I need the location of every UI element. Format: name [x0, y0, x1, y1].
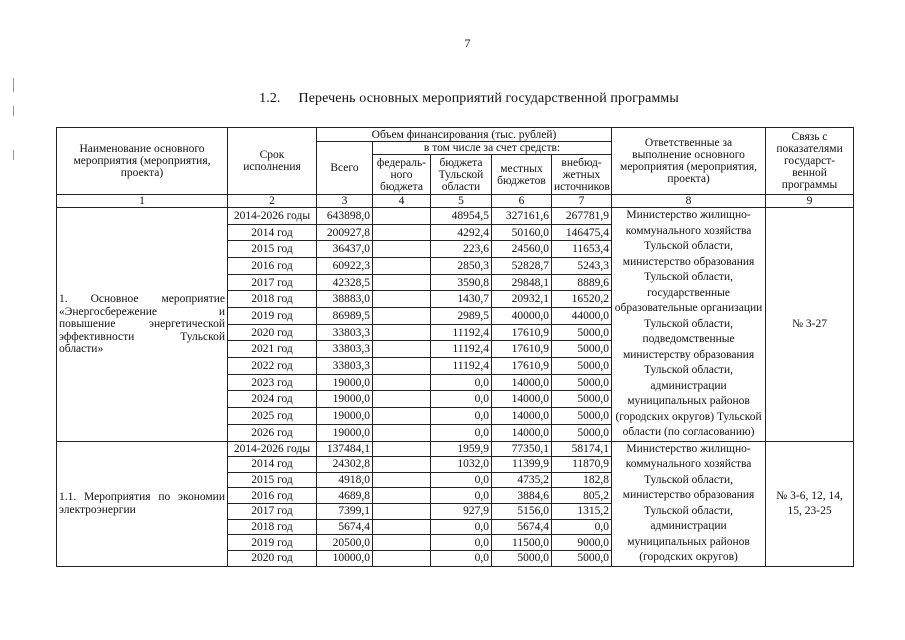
extrabudget-cell: 58174,1 — [552, 441, 612, 457]
term-cell: 2018 год — [228, 291, 317, 308]
total-cell: 24302,8 — [317, 457, 373, 473]
regional-cell: 4292,4 — [431, 224, 492, 241]
federal-cell — [373, 408, 431, 425]
local-cell: 5000,0 — [492, 550, 552, 566]
federal-cell — [373, 504, 431, 520]
regional-cell: 1959,9 — [431, 441, 492, 457]
activity-name: 1.1. Мероприятия по экономии электроэнергии — [57, 441, 228, 566]
regional-cell: 927,9 — [431, 504, 492, 520]
local-cell: 14000,0 — [492, 374, 552, 391]
extrabudget-cell: 5000,0 — [552, 550, 612, 566]
regional-cell: 223,6 — [431, 241, 492, 258]
regional-cell: 0,0 — [431, 374, 492, 391]
local-cell: 5156,0 — [492, 504, 552, 520]
regional-cell: 2850,3 — [431, 258, 492, 275]
margin-mark — [13, 78, 14, 92]
table-row — [57, 208, 854, 225]
local-cell: 17610,9 — [492, 341, 552, 358]
local-cell: 52828,7 — [492, 258, 552, 275]
federal-cell — [373, 274, 431, 291]
total-cell: 4689,8 — [317, 488, 373, 504]
federal-cell — [373, 308, 431, 325]
federal-cell — [373, 488, 431, 504]
regional-cell: 0,0 — [431, 391, 492, 408]
federal-cell — [373, 391, 431, 408]
regional-cell: 0,0 — [431, 550, 492, 566]
regional-cell: 0,0 — [431, 424, 492, 441]
section-number: 1.2. — [259, 91, 281, 106]
regional-cell: 11192,4 — [431, 358, 492, 375]
column-number: 5 — [431, 195, 492, 208]
local-cell: 14000,0 — [492, 408, 552, 425]
term-cell: 2014-2026 годы — [228, 208, 317, 225]
header-local: местных бюджетов — [492, 155, 552, 195]
term-cell: 2016 год — [228, 258, 317, 275]
local-cell: 40000,0 — [492, 308, 552, 325]
term-cell: 2020 год — [228, 324, 317, 341]
column-number: 2 — [228, 195, 317, 208]
margin-mark — [13, 106, 14, 116]
term-cell: 2021 год — [228, 341, 317, 358]
regional-cell: 0,0 — [431, 519, 492, 535]
column-number: 1 — [57, 195, 228, 208]
header-total: Всего — [317, 142, 373, 195]
regional-cell: 3590,8 — [431, 274, 492, 291]
regional-cell: 0,0 — [431, 472, 492, 488]
federal-cell — [373, 341, 431, 358]
term-cell: 2014 год — [228, 224, 317, 241]
header-term: Срок исполнения — [228, 128, 317, 195]
term-cell: 2015 год — [228, 241, 317, 258]
local-cell: 14000,0 — [492, 424, 552, 441]
term-cell: 2017 год — [228, 274, 317, 291]
header-funding: Объем финансирования (тыс. рублей) — [317, 128, 612, 142]
federal-cell — [373, 535, 431, 551]
federal-cell — [373, 424, 431, 441]
federal-cell — [373, 358, 431, 375]
table-row — [57, 441, 854, 457]
local-cell: 17610,9 — [492, 358, 552, 375]
regional-cell: 2989,5 — [431, 308, 492, 325]
federal-cell — [373, 208, 431, 225]
extrabudget-cell: 5000,0 — [552, 324, 612, 341]
header-name: Наименование основного мероприятия (мероприятия, проекта) — [57, 128, 228, 195]
regional-cell: 48954,5 — [431, 208, 492, 225]
local-cell: 4735,2 — [492, 472, 552, 488]
federal-cell — [373, 241, 431, 258]
extrabudget-cell: 5000,0 — [552, 358, 612, 375]
total-cell: 60922,3 — [317, 258, 373, 275]
federal-cell — [373, 519, 431, 535]
column-number: 8 — [612, 195, 766, 208]
regional-cell: 0,0 — [431, 408, 492, 425]
activity-name: 1. Основное мероприятие «Энергосбережение и повышение энергетической эффективности Тульской области» — [57, 208, 228, 442]
local-cell: 11500,0 — [492, 535, 552, 551]
extrabudget-cell: 16520,2 — [552, 291, 612, 308]
local-cell: 29848,1 — [492, 274, 552, 291]
extrabudget-cell: 11870,9 — [552, 457, 612, 473]
local-cell: 17610,9 — [492, 324, 552, 341]
header-regional: бюджета Тульской области — [431, 155, 492, 195]
extrabudget-cell: 267781,9 — [552, 208, 612, 225]
column-number: 9 — [766, 195, 854, 208]
total-cell: 19000,0 — [317, 408, 373, 425]
header-federal: федераль-ного бюджета — [373, 155, 431, 195]
total-cell: 5674,4 — [317, 519, 373, 535]
section-title: Перечень основных мероприятий государственной программы — [298, 91, 679, 106]
total-cell: 33803,3 — [317, 324, 373, 341]
extrabudget-cell: 5000,0 — [552, 374, 612, 391]
extrabudget-cell: 44000,0 — [552, 308, 612, 325]
federal-cell — [373, 441, 431, 457]
federal-cell — [373, 457, 431, 473]
indicator-link-cell: № 3-27 — [766, 208, 854, 442]
federal-cell — [373, 374, 431, 391]
extrabudget-cell: 1315,2 — [552, 504, 612, 520]
local-cell: 77350,1 — [492, 441, 552, 457]
total-cell: 19000,0 — [317, 374, 373, 391]
column-number: 3 — [317, 195, 373, 208]
total-cell: 10000,0 — [317, 550, 373, 566]
regional-cell: 1430,7 — [431, 291, 492, 308]
total-cell: 38883,0 — [317, 291, 373, 308]
total-cell: 20500,0 — [317, 535, 373, 551]
local-cell: 3884,6 — [492, 488, 552, 504]
total-cell: 33803,3 — [317, 341, 373, 358]
federal-cell — [373, 472, 431, 488]
local-cell: 24560,0 — [492, 241, 552, 258]
total-cell: 86989,5 — [317, 308, 373, 325]
regional-cell: 1032,0 — [431, 457, 492, 473]
term-cell: 2024 год — [228, 391, 317, 408]
term-cell: 2018 год — [228, 519, 317, 535]
extrabudget-cell: 5000,0 — [552, 424, 612, 441]
total-cell: 137484,1 — [317, 441, 373, 457]
regional-cell: 11192,4 — [431, 341, 492, 358]
federal-cell — [373, 224, 431, 241]
total-cell: 42328,5 — [317, 274, 373, 291]
local-cell: 327161,6 — [492, 208, 552, 225]
extrabudget-cell: 805,2 — [552, 488, 612, 504]
local-cell: 14000,0 — [492, 391, 552, 408]
header-responsible: Ответственные за выполнение основного мероприятия (мероприятия, проекта) — [612, 128, 766, 195]
term-cell: 2026 год — [228, 424, 317, 441]
extrabudget-cell: 182,8 — [552, 472, 612, 488]
responsible-cell: Министерство жилищно-коммунального хозяйства Тульской области, министерство образования Тульской области, администрации муниципальных районов (городских округов) — [612, 441, 766, 566]
extrabudget-cell: 0,0 — [552, 519, 612, 535]
responsible-cell: Министерство жилищно-коммунального хозяйства Тульской области, министерство образования Тульской области, государственные образовательные организации Тульской области, подведомственные министерству образования Тульской области, администрации муниципальных районов (городских округов) Тульской области (по согласованию) — [612, 208, 766, 442]
term-cell: 2014-2026 годы — [228, 441, 317, 457]
page-number: 7 — [464, 36, 471, 50]
extrabudget-cell: 146475,4 — [552, 224, 612, 241]
total-cell: 19000,0 — [317, 391, 373, 408]
term-cell: 2023 год — [228, 374, 317, 391]
term-cell: 2014 год — [228, 457, 317, 473]
federal-cell — [373, 550, 431, 566]
term-cell: 2019 год — [228, 308, 317, 325]
regional-cell: 0,0 — [431, 488, 492, 504]
extrabudget-cell: 5243,3 — [552, 258, 612, 275]
extrabudget-cell: 5000,0 — [552, 408, 612, 425]
federal-cell — [373, 324, 431, 341]
term-cell: 2015 год — [228, 472, 317, 488]
header-including: в том числе за счет средств: — [373, 142, 612, 155]
term-cell: 2025 год — [228, 408, 317, 425]
local-cell: 20932,1 — [492, 291, 552, 308]
local-cell: 50160,0 — [492, 224, 552, 241]
extrabudget-cell: 9000,0 — [552, 535, 612, 551]
activities-table — [56, 127, 854, 567]
term-cell: 2019 год — [228, 535, 317, 551]
regional-cell: 11192,4 — [431, 324, 492, 341]
total-cell: 4918,0 — [317, 472, 373, 488]
total-cell: 7399,1 — [317, 504, 373, 520]
margin-mark — [13, 150, 14, 160]
federal-cell — [373, 291, 431, 308]
term-cell: 2017 год — [228, 504, 317, 520]
regional-cell: 0,0 — [431, 535, 492, 551]
total-cell: 19000,0 — [317, 424, 373, 441]
extrabudget-cell: 5000,0 — [552, 341, 612, 358]
federal-cell — [373, 258, 431, 275]
extrabudget-cell: 5000,0 — [552, 391, 612, 408]
header-extrabudget: внебюд-жетных источников — [552, 155, 612, 195]
local-cell: 11399,9 — [492, 457, 552, 473]
section-heading — [0, 91, 905, 107]
local-cell: 5674,4 — [492, 519, 552, 535]
total-cell: 200927,8 — [317, 224, 373, 241]
column-number: 4 — [373, 195, 431, 208]
header-link: Связь с показателями государст-венной программы — [766, 128, 854, 195]
term-cell: 2016 год — [228, 488, 317, 504]
indicator-link-cell: № 3-6, 12, 14, 15, 23-25 — [766, 441, 854, 566]
total-cell: 33803,3 — [317, 358, 373, 375]
column-number: 7 — [552, 195, 612, 208]
term-cell: 2020 год — [228, 550, 317, 566]
term-cell: 2022 год — [228, 358, 317, 375]
column-number: 6 — [492, 195, 552, 208]
total-cell: 36437,0 — [317, 241, 373, 258]
extrabudget-cell: 11653,4 — [552, 241, 612, 258]
total-cell: 643898,0 — [317, 208, 373, 225]
extrabudget-cell: 8889,6 — [552, 274, 612, 291]
